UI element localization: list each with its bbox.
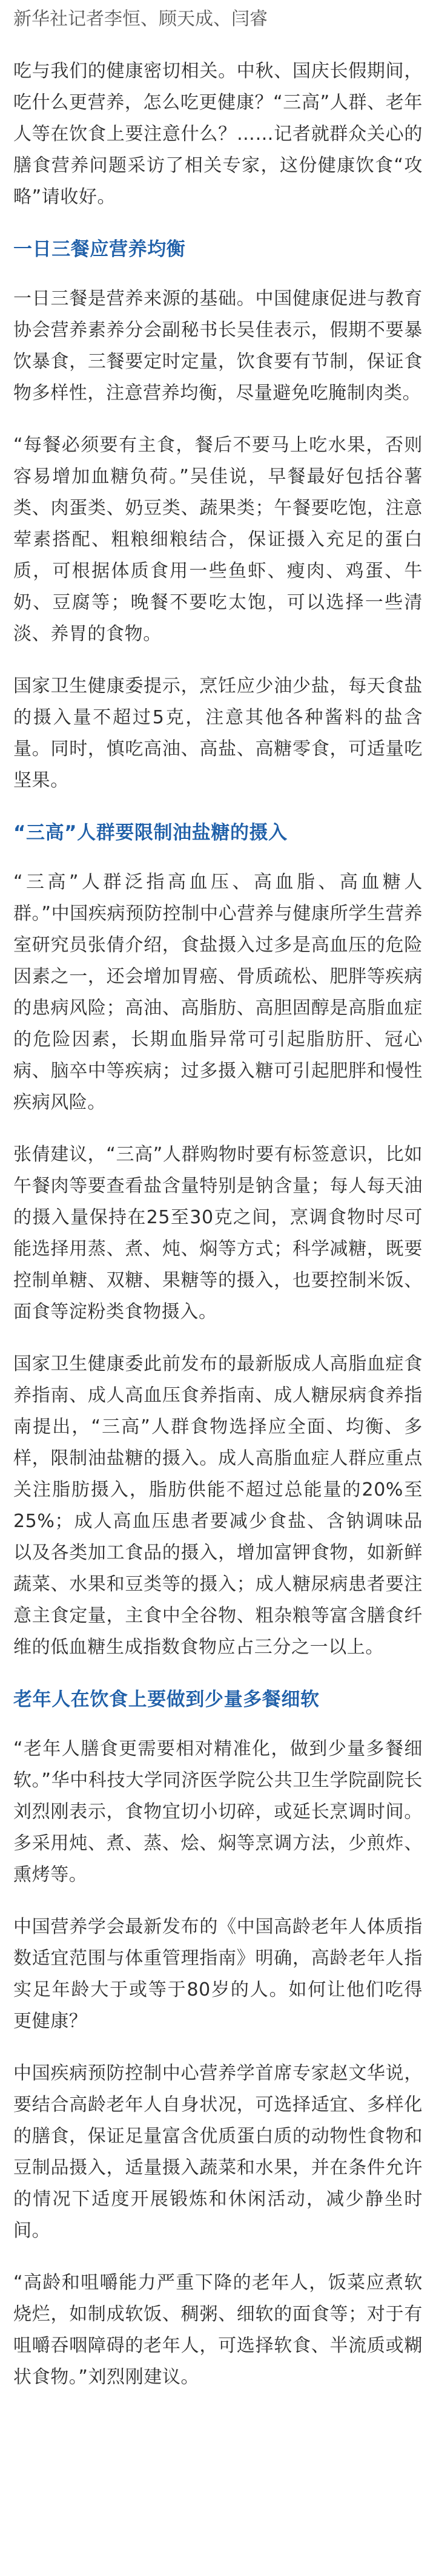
paragraph: 中国营养学会最新发布的《中国高龄老年人体质指数适宜范围与体重管理指南》明确，高龄老年人指实足年龄大于或等于80岁的人。如何让他们吃得更健康？: [13, 1916, 423, 2032]
section-heading-elderly-diet: 老年人在饮食上要做到少量多餐细软: [13, 1689, 320, 1710]
paragraph: “老年人膳食更需要相对精准化，做到少量多餐细软。”华中科技大学同济医学院公共卫生学院副院长刘烈刚表示，食物宜切小切碎，或延长烹调时间。多采用炖、煮、蒸、烩、焖等烹调方法，少煎炸、熏烤等。: [13, 1738, 423, 1885]
intro-paragraph: 吃与我们的健康密切相关。中秋、国庆长假期间，吃什么更营养，怎么吃更健康？“三高”人群、老年人等在饮食上要注意什么？……记者就群众关心的膳食营养问题采访了相关专家，这份健康饮食“攻略”请收好。: [13, 61, 423, 208]
section-heading-three-highs: “三高”人群要限制油盐糖的摄入: [13, 822, 288, 844]
paragraph: “三高”人群泛指高血压、高血脂、高血糖人群。”中国疾病预防控制中心营养与健康所学生营养室研究员张倩介绍，食盐摄入过多是高血压的危险因素之一，还会增加胃癌、骨质疏松、肥胖等疾病的患病风险；高油、高脂肪、高胆固醇是高脂血症的危险因素，长期血脂异常可引起脂肪肝、冠心病、脑卒中等疾病；过多摄入糖可引起肥胖和慢性疾病风险。: [13, 872, 423, 1113]
paragraph: 一日三餐是营养来源的基础。中国健康促进与教育协会营养素养分会副秘书长吴佳表示，假期不要暴饮暴食，三餐要定时定量，饮食要有节制，保证食物多样性，注意营养均衡，尽量避免吃腌制肉类。: [13, 288, 423, 404]
paragraph: 国家卫生健康委此前发布的最新版成人高脂血症食养指南、成人高血压食养指南、成人糖尿病食养指南提出，“三高”人群食物选择应全面、均衡、多样，限制油盐糖的摄入。成人高脂血症人群应重点关注脂肪摄入，脂肪供能不超过总能量的20%至25%；成人高血压患者要减少食盐、含钠调味品以及各类加工食品的摄入，增加富钾食物，如新鲜蔬菜、水果和豆类等的摄入；成人糖尿病患者要注意主食定量，主食中全谷物、粗杂粮等富含膳食纤维的低血糖生成指数食物应占三分之一以上。: [13, 1353, 423, 1658]
section-heading-balanced-meals: 一日三餐应营养均衡: [13, 238, 186, 260]
paragraph: 张倩建议，“三高”人群购物时要有标签意识，比如午餐肉等要查看盐含量特别是钠含量；每人每天油的摄入量保持在25至30克之间，烹调食物时尽可能选择用蒸、煮、炖、焖等方式；科学减糖，既要控制单糖、双糖、果糖等的摄入，也要控制米饭、面食等淀粉类食物摄入。: [13, 1144, 423, 1322]
paragraph: 中国疾病预防控制中心营养学首席专家赵文华说，要结合高龄老年人自身状况，可选择适宜、多样化的膳食，保证足量富含优质蛋白质的动物性食物和豆制品摄入，适量摄入蔬菜和水果，并在条件允许的情况下适度开展锻炼和休闲活动，减少静坐时间。: [13, 2063, 423, 2241]
byline: 新华社记者李恒、顾天成、闫睿: [13, 8, 268, 30]
paragraph: “高龄和咀嚼能力严重下降的老年人，饭菜应煮软烧烂，如制成软饭、稠粥、细软的面食等；对于有咀嚼吞咽障碍的老年人，可选择软食、半流质或糊状食物。”刘烈刚建议。: [13, 2272, 423, 2388]
paragraph: “每餐必须要有主食，餐后不要马上吃水果，否则容易增加血糖负荷。”吴佳说，早餐最好包括谷薯类、肉蛋类、奶豆类、蔬果类；午餐要吃饱，注意荤素搭配、粗粮细粮结合，保证摄入充足的蛋白质，可根据体质食用一些鱼虾、瘦肉、鸡蛋、牛奶、豆腐等；晚餐不要吃太饱，可以选择一些清淡、养胃的食物。: [13, 435, 423, 645]
paragraph: 国家卫生健康委提示，烹饪应少油少盐，每天食盐的摄入量不超过5克，注意其他各种酱料的盐含量。同时，慎吃高油、高盐、高糖零食，可适量吃坚果。: [13, 675, 423, 791]
